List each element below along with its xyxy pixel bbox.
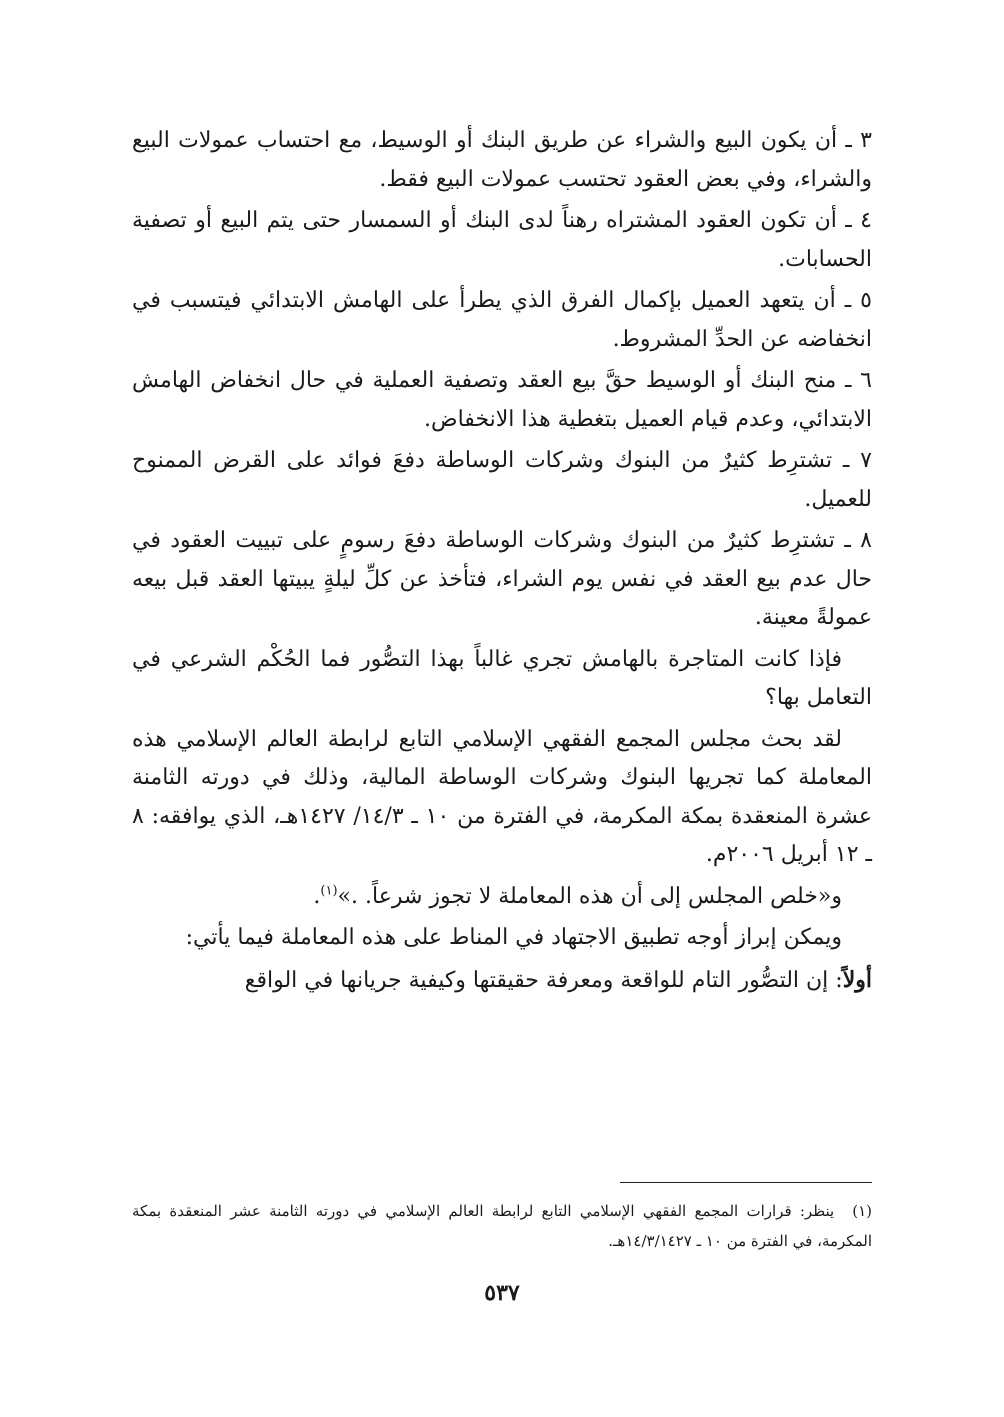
- page-number: ٥٣٧: [484, 1280, 520, 1306]
- footnote-item: [132, 1196, 872, 1256]
- footnote-divider: [620, 1182, 872, 1183]
- footnote-number: (١): [852, 1202, 872, 1220]
- list-item-3: ٣ ـ أن يكون البيع والشراء عن طريق البنك أو الوسيط، مع احتساب عمولات البيع والشراء، وفي بعض العقود تحتسب عمولات البيع فقط.: [132, 128, 872, 192]
- list-item-6: ٦ ـ منح البنك أو الوسيط حقَّ بيع العقد وتصفية العملية في حال انخفاض الهامش الابتدائي، وعدم قيام العميل بتغطية هذا الانخفاض.: [132, 368, 872, 432]
- conclusion-text: و«خلص المجلس إلى أن هذه المعاملة لا تجوز شرعاً. .»: [337, 883, 842, 909]
- first-point-label: أولاً: [842, 966, 872, 993]
- list-item-7: ٧ ـ تشترِط كثيرٌ من البنوك وشركات الوساطة دفعَ فوائد على القرض الممنوح للعميل.: [132, 448, 872, 512]
- footnote-text: ينظر: قرارات المجمع الفقهي الإسلامي التابع لرابطة العالم الإسلامي في دورته الثامنة عشر المنعقدة بمكة المكرمة، في الفترة من ١٠ ـ ١٤/٣/١٤٢٧هـ.: [132, 1202, 872, 1250]
- intro-paragraph: ويمكن إبراز أوجه تطبيق الاجتهاد في المناط على هذه المعاملة فيما يأتي:: [185, 925, 842, 950]
- council-paragraph: لقد بحث مجلس المجمع الفقهي الإسلامي التابع لرابطة العالم الإسلامي هذه المعاملة كما تجريها البنوك وشركات الوساطة المالية، وذلك في دورته الثامنة عشرة المنعقدة بمكة المكرمة، في الفترة من ١٠ ـ ١٤/٣/ ١٤٢٧هـ، الذي يوافقه: ٨ ـ ١٢ أبريل ٢٠٠٦م.: [132, 726, 873, 867]
- list-item-8: ٨ ـ تشترِط كثيرٌ من البنوك وشركات الوساطة دفعَ رسومٍ على تبييت العقود في حال عدم بيع العقد في نفس يوم الشراء، فتأخذ عن كلِّ ليلةٍ يبيتها العقد قبل بيعه عمولةً معينة.: [132, 528, 872, 630]
- footnote-reference: (١): [320, 883, 338, 899]
- question-paragraph: فإذا كانت المتاجرة بالهامش تجري غالباً بهذا التصُّور فما الحُكْم الشرعي في التعامل بها؟: [132, 646, 872, 710]
- footnotes: [132, 1196, 872, 1256]
- first-point-text: : إن التصُّور التام للواقعة ومعرفة حقيقتها وكيفية جريانها في الواقع: [244, 967, 843, 993]
- conclusion-end: .: [313, 883, 321, 909]
- list-item-5: ٥ ـ أن يتعهد العميل بإكمال الفرق الذي يطرأ على الهامش الابتدائي فيتسبب في انخفاضه عن الحدِّ المشروط.: [132, 288, 872, 352]
- first-point-paragraph: [132, 961, 872, 1001]
- conclusion-paragraph: [132, 878, 872, 917]
- main-text: [132, 122, 872, 1003]
- list-item-4: ٤ ـ أن تكون العقود المشتراه رهناً لدى البنك أو السمسار حتى يتم البيع أو تصفية الحسابات.: [132, 208, 872, 272]
